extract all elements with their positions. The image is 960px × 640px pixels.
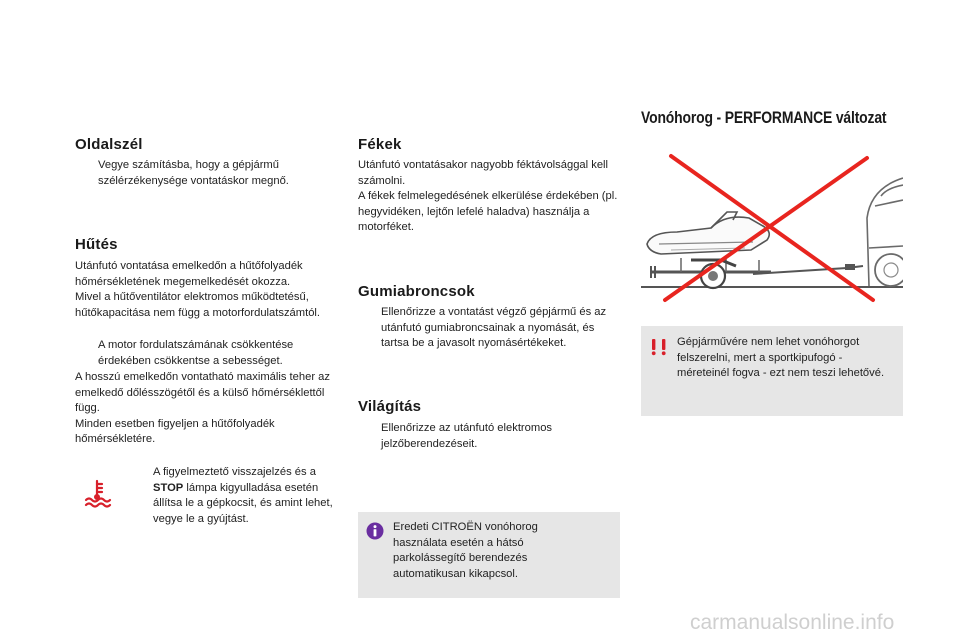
gumiabroncsok-bullet <box>363 305 623 352</box>
info-text: Eredeti CITROËN vonóhorog használata esetén a hátsó parkolássegítő berendezés automatikusan kikapcsol. <box>393 521 538 580</box>
vilagitas-bullet <box>363 421 613 452</box>
exclamation-icon <box>649 338 671 356</box>
oldalszel-bullet-text: Vegye számításba, hogy a gépjármű szélérzékenysége vontatáskor megnő. <box>98 159 289 187</box>
vilagitas-bullet-text: Ellenőrizze az utánfutó elektromos jelzőberendezéseit. <box>381 422 553 450</box>
coolant-temperature-icon <box>82 476 116 510</box>
gumiabroncsok-heading: Gumiabroncsok <box>358 283 475 300</box>
coolant-warning-bullet <box>135 465 340 527</box>
vilagitas-heading: Világítás <box>358 398 422 415</box>
gumiabroncsok-bullet-text: Ellenőrizze a vontatást végző gépjármű és az utánfutó gumiabroncsainak a nyomását, és tartsa be a javasolt nyomásértékeket. <box>381 306 607 350</box>
hutes-heading: Hűtés <box>75 236 118 253</box>
info-box <box>358 512 620 598</box>
hutes-bullet-text: A motor fordulatszámának csökkentése érdekében csökkentse a sebességet. <box>98 339 294 367</box>
hutes-p2: Mivel a hűtőventilátor elektromos működtetésű, hűtőkapacitása nem függ a motorfordulatszámtól. <box>75 291 321 319</box>
hutes-p1: Utánfutó vontatása emelkedőn a hűtőfolyadék hőmérsékletének megemelkedését okozza. <box>75 260 303 288</box>
fekek-p1: Utánfutó vontatásakor nagyobb féktávolsággal kell számolni. <box>358 159 609 187</box>
hutes-p4: Minden esetben figyeljen a hűtőfolyadék hőmérsékletére. <box>75 417 275 446</box>
watermark: carmanualsonline.info <box>690 611 895 634</box>
fekek-heading: Fékek <box>358 136 402 153</box>
fekek-text <box>358 158 620 236</box>
crossed-out-jetski-trailer-image <box>641 148 903 308</box>
info-icon <box>366 522 384 540</box>
coolant-warning-post: lámpa kigyulladása esetén állítsa le a gépkocsit, és amint lehet, vegye le a gyújtást. <box>153 481 333 525</box>
hutes-p3: A hosszú emelkedőn vontatható maximális teher az emelkedő dőlésszögétől és a külső hőmérséklettől függ. <box>75 371 330 415</box>
hutes-text <box>75 259 337 321</box>
hutes-text-2 <box>75 370 337 448</box>
fekek-p2: A fékek felmelegedésének elkerülése érdekében (pl. hegyvidéken, lejtőn lefelé haladva) használja a motorféket. <box>358 190 618 234</box>
coolant-warning-text <box>135 465 340 527</box>
oldalszel-heading: Oldalszél <box>75 136 143 153</box>
alert-text: Gépjárművére nem lehet vonóhorgot felszerelni, mert a sportkipufogó -méreteinél fogva - ezt nem teszi lehetővé. <box>677 336 885 380</box>
performance-title: Vonóhorog - PERFORMANCE változat <box>641 108 887 127</box>
stop-label: STOP <box>153 481 184 494</box>
coolant-warning-pre: A figyelmeztető visszajelzés és a <box>153 466 316 478</box>
alert-box <box>641 326 903 416</box>
oldalszel-bullet <box>80 158 320 189</box>
hutes-bullet <box>80 338 325 369</box>
